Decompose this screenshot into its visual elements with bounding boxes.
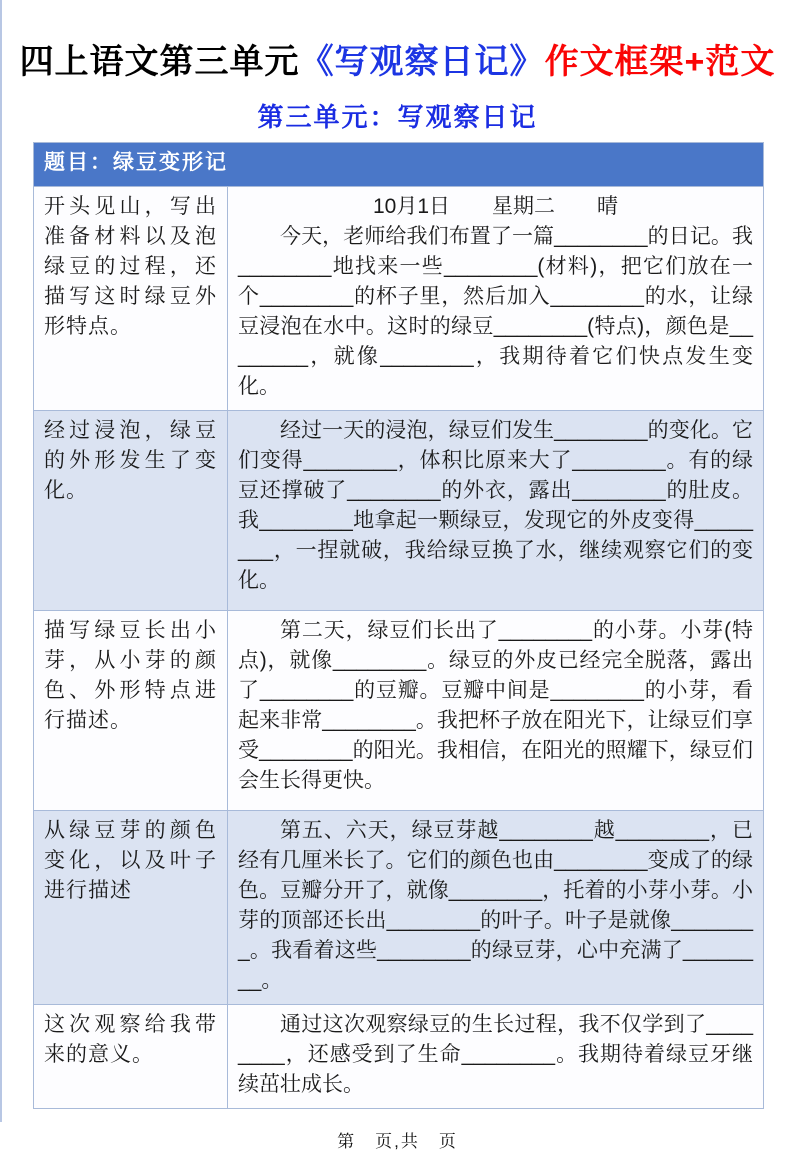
row-content-cell xyxy=(228,1005,764,1109)
table-row xyxy=(34,411,764,611)
title-segment-black: 四上语文第三单元 xyxy=(19,43,300,81)
diary-paragraph: 经过一天的浸泡，绿豆们发生________的变化。它们变得________，体积比原来大了________。有的绿豆还撑破了________的外衣，露出________的肚皮。我________地拿起一颗绿豆，发现它的外皮变得________，一捏就破，我给绿豆换了水，继续观察它们的变化。 xyxy=(238,419,753,592)
row-guide-cell: 从绿豆芽的颜色变化，以及叶子进行描述 xyxy=(34,811,228,1005)
table-row xyxy=(34,187,764,411)
title-segment-blue: 《写观察日记》 xyxy=(299,43,545,81)
diary-dateline: 10月1日 星期二 晴 xyxy=(372,195,619,218)
row-guide-cell: 经过浸泡，绿豆的外形发生了变化。 xyxy=(34,411,228,611)
diary-paragraph: 第五、六天，绿豆芽越________越________，已经有几厘米长了。它们的颜色也由________变成了的绿色。豆瓣分开了，就像________，托着的小芽小芽。小芽的顶部还长出________的叶子。叶子是就像________。我看着这些________的绿豆芽，心中充满了________。 xyxy=(238,819,753,992)
unit-subtitle: 第三单元：写观察日记 xyxy=(257,102,538,132)
table-row xyxy=(34,611,764,811)
title-segment-red: 作文框架+范文 xyxy=(544,43,776,81)
diary-paragraph: 今天，老师给我们布置了一篇________的日记。我________地找来一些________(材料)，把它们放在一个________的杯子里，然后加入________的水，让绿豆浸泡在水中。这时的绿豆________(特点)，颜色是________，就像________，我期待着它们快点发生变化。 xyxy=(238,225,753,398)
page-title xyxy=(2,34,793,83)
worksheet-table xyxy=(33,142,764,1109)
row-guide-cell: 开头见山，写出准备材料以及泡绿豆的过程，还描写这时绿豆外形特点。 xyxy=(34,187,228,411)
row-content-cell xyxy=(228,187,764,411)
worksheet-page xyxy=(2,0,793,1152)
diary-paragraph: 第二天，绿豆们长出了________的小芽。小芽(特点)，就像________。绿豆的外皮已经完全脱落，露出了________的豆瓣。豆瓣中间是________的小芽，看起来非常________。我把杯子放在阳光下，让绿豆们享受________的阳光。我相信，在阳光的照耀下，绿豆们会生长得更快。 xyxy=(238,619,753,792)
table-title-header: 题目：绿豆变形记 xyxy=(34,143,764,187)
row-content-cell xyxy=(228,411,764,611)
table-header-row xyxy=(34,143,764,187)
row-content-cell xyxy=(228,811,764,1005)
row-content-cell xyxy=(228,611,764,811)
footer-page-number: 第 页,共 页 xyxy=(337,1132,458,1151)
table-row xyxy=(34,811,764,1005)
row-guide-cell: 这次观察给我带来的意义。 xyxy=(34,1005,228,1109)
table-row xyxy=(34,1005,764,1109)
diary-paragraph: 通过这次观察绿豆的生长过程，我不仅学到了________，还感受到了生命________。我期待着绿豆牙继续茁壮成长。 xyxy=(238,1013,753,1096)
row-guide-cell: 描写绿豆长出小芽，从小芽的颜色、外形特点进行描述。 xyxy=(34,611,228,811)
